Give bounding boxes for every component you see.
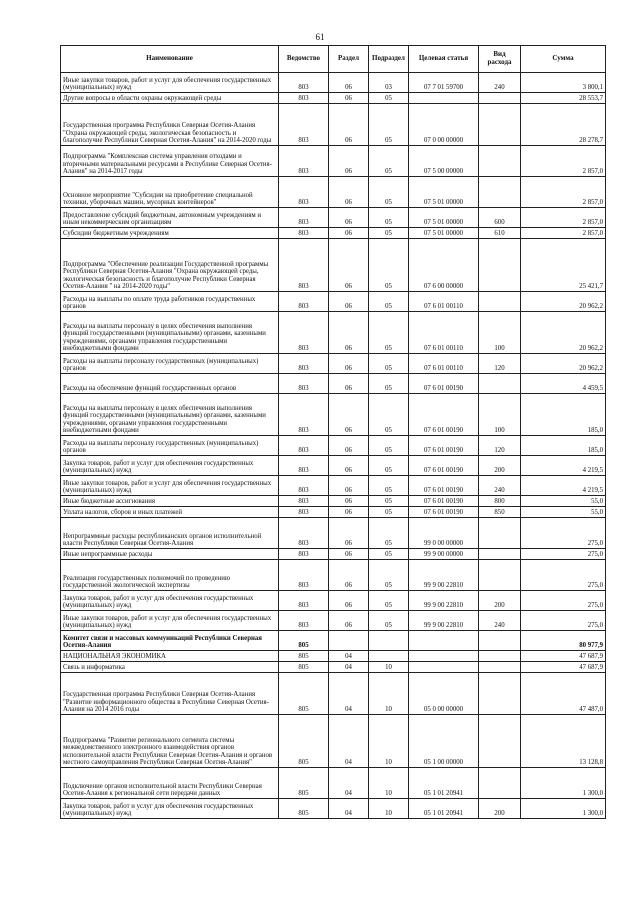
row-target: 07 6 01 00190 (409, 436, 479, 456)
row-ved: 803 (279, 374, 329, 394)
row-razdel: 06 (329, 146, 369, 177)
row-target: 05 1 01 20941 (409, 799, 479, 819)
row-ved: 803 (279, 104, 329, 146)
row-podrazdel: 05 (369, 354, 409, 374)
row-razdel: 06 (329, 228, 369, 239)
row-target (409, 651, 479, 662)
row-razdel: 06 (329, 73, 369, 93)
row-name: Иные непрограммные расходы (61, 549, 279, 560)
row-target: 07 6 01 00110 (409, 292, 479, 312)
row-target: 99 9 00 22810 (409, 591, 479, 611)
row-target: 99 9 00 00000 (409, 549, 479, 560)
table-row (61, 239, 606, 292)
row-sum: 28 553,7 (521, 93, 606, 104)
row-name: Иные бюджетные ассигнования (61, 496, 279, 507)
row-name: Основное мероприятие "Субсидии на приобретение специальной техники, уборочных машин, мусорных контейнеров" (61, 177, 279, 208)
row-razdel: 04 (329, 768, 369, 799)
row-podrazdel: 05 (369, 560, 409, 591)
row-vr (479, 651, 521, 662)
row-target: 99 9 00 22810 (409, 560, 479, 591)
row-vr: 200 (479, 591, 521, 611)
row-name: Подпрограмма "Обеспечение реализации Государственной программы Республики Северная Осетия-Алания "Охрана окружающей среды, экологическая безопасность и благополучие Республики Северная Осетия-Алания " на 2014-2020 годы" (61, 239, 279, 292)
row-razdel: 04 (329, 715, 369, 768)
row-sum: 3 800,1 (521, 73, 606, 93)
row-target: 99 0 00 00000 (409, 518, 479, 549)
row-name: Субсидии бюджетным учреждениям (61, 228, 279, 239)
table-row (61, 312, 606, 354)
row-sum: 275,0 (521, 591, 606, 611)
table-row (61, 507, 606, 518)
row-podrazdel: 10 (369, 673, 409, 715)
row-ved: 803 (279, 394, 329, 436)
row-razdel: 06 (329, 177, 369, 208)
row-podrazdel: 05 (369, 104, 409, 146)
row-vr: 100 (479, 394, 521, 436)
row-name: Расходы на выплаты персоналу государственных (муниципальных) органов (61, 354, 279, 374)
row-sum: 4 219,5 (521, 456, 606, 476)
table-row (61, 208, 606, 228)
row-vr: 100 (479, 312, 521, 354)
row-sum: 47 487,0 (521, 673, 606, 715)
row-podrazdel: 05 (369, 374, 409, 394)
row-ved: 803 (279, 146, 329, 177)
row-ved: 803 (279, 436, 329, 456)
table-row (61, 93, 606, 104)
row-vr (479, 292, 521, 312)
row-ved: 803 (279, 312, 329, 354)
row-sum: 4 219,5 (521, 476, 606, 496)
row-sum: 185,0 (521, 436, 606, 456)
col-header-podrazdel: Подраздел (369, 46, 409, 73)
row-sum: 25 421,7 (521, 239, 606, 292)
table-row (61, 560, 606, 591)
row-vr: 120 (479, 354, 521, 374)
row-sum: 275,0 (521, 611, 606, 631)
table-row (61, 651, 606, 662)
row-podrazdel: 05 (369, 496, 409, 507)
row-ved: 803 (279, 73, 329, 93)
row-ved: 805 (279, 673, 329, 715)
table-row (61, 394, 606, 436)
row-razdel: 06 (329, 456, 369, 476)
row-target: 07 6 01 00190 (409, 394, 479, 436)
row-sum: 2 857,0 (521, 228, 606, 239)
row-vr: 600 (479, 208, 521, 228)
row-sum: 2 857,0 (521, 177, 606, 208)
row-razdel: 06 (329, 374, 369, 394)
row-vr (479, 177, 521, 208)
row-razdel: 06 (329, 507, 369, 518)
row-ved: 803 (279, 518, 329, 549)
table-row (61, 549, 606, 560)
table-row (61, 73, 606, 93)
row-sum: 20 962,2 (521, 312, 606, 354)
row-ved: 803 (279, 560, 329, 591)
row-ved: 803 (279, 354, 329, 374)
row-podrazdel: 05 (369, 436, 409, 456)
row-razdel: 04 (329, 799, 369, 819)
table-row (61, 496, 606, 507)
row-podrazdel (369, 631, 409, 651)
row-vr (479, 673, 521, 715)
row-podrazdel: 10 (369, 799, 409, 819)
row-vr (479, 518, 521, 549)
col-header-name: Наименование (61, 46, 279, 73)
table-row (61, 662, 606, 673)
row-vr (479, 768, 521, 799)
row-razdel: 06 (329, 436, 369, 456)
row-name: Закупка товаров, работ и услуг для обеспечения государственных (муниципальных) нужд (61, 456, 279, 476)
row-ved: 805 (279, 631, 329, 651)
row-razdel: 06 (329, 104, 369, 146)
row-name: Реализация государственных полномочий по проведению государственной экологической экспертизы (61, 560, 279, 591)
table-row (61, 518, 606, 549)
row-podrazdel: 05 (369, 591, 409, 611)
row-name: Государственная программа Республики Северная Осетия-Алания "Развитие информационного общества в Республике Северная Осетия-Алания на 2014 2016 годы (61, 673, 279, 715)
row-target: 07 5 01 00000 (409, 228, 479, 239)
row-target (409, 631, 479, 651)
row-name: Связь и информатика (61, 662, 279, 673)
row-ved: 803 (279, 456, 329, 476)
row-target: 05 0 00 00000 (409, 673, 479, 715)
row-ved: 803 (279, 239, 329, 292)
row-sum: 275,0 (521, 560, 606, 591)
row-podrazdel: 05 (369, 507, 409, 518)
row-target: 07 6 01 00190 (409, 507, 479, 518)
row-podrazdel: 05 (369, 208, 409, 228)
page-number: 61 (315, 32, 325, 42)
row-sum: 13 128,8 (521, 715, 606, 768)
col-header-vr: Вид расхода (479, 46, 521, 73)
row-target: 07 7 01 59700 (409, 73, 479, 93)
row-vr: 240 (479, 73, 521, 93)
row-name: Расходы на выплаты по оплате труда работников государственных органов (61, 292, 279, 312)
row-podrazdel: 05 (369, 177, 409, 208)
row-podrazdel: 10 (369, 662, 409, 673)
row-sum: 55,0 (521, 496, 606, 507)
row-target: 07 6 01 00190 (409, 496, 479, 507)
row-podrazdel: 05 (369, 518, 409, 549)
table-row (61, 673, 606, 715)
row-podrazdel (369, 651, 409, 662)
row-razdel: 06 (329, 312, 369, 354)
row-podrazdel: 05 (369, 549, 409, 560)
row-ved: 803 (279, 292, 329, 312)
row-name: Уплата налогов, сборов и иных платежей (61, 507, 279, 518)
table-row (61, 715, 606, 768)
table-row (61, 768, 606, 799)
row-vr (479, 239, 521, 292)
table-row (61, 354, 606, 374)
row-vr: 610 (479, 228, 521, 239)
row-razdel: 06 (329, 518, 369, 549)
row-vr (479, 560, 521, 591)
row-podrazdel: 05 (369, 239, 409, 292)
row-razdel: 06 (329, 591, 369, 611)
row-target: 07 6 00 00000 (409, 239, 479, 292)
row-target: 07 6 01 00190 (409, 374, 479, 394)
row-name: Государственная программа Республики Северная Осетия-Алания "Охрана окружающей среды, экологическая безопасность и благополучие Республики Северная Осетия-Алания" на 2014-2020 годы (61, 104, 279, 146)
row-podrazdel: 05 (369, 394, 409, 436)
row-target: 07 6 01 00110 (409, 354, 479, 374)
row-target: 07 0 00 00000 (409, 104, 479, 146)
col-header-sum: Сумма (521, 46, 606, 73)
row-ved: 805 (279, 715, 329, 768)
row-sum: 275,0 (521, 518, 606, 549)
row-vr (479, 104, 521, 146)
row-razdel: 06 (329, 611, 369, 631)
row-sum: 47 687,9 (521, 651, 606, 662)
row-name: Расходы на выплаты персоналу государственных (муниципальных) органов (61, 436, 279, 456)
row-name: Непрограммные расходы республиканских органов исполнительной власти Республики Северная Осетия-Алания (61, 518, 279, 549)
row-ved: 803 (279, 177, 329, 208)
row-razdel: 06 (329, 93, 369, 104)
row-podrazdel: 05 (369, 228, 409, 239)
row-target: 07 6 01 00190 (409, 476, 479, 496)
row-podrazdel: 10 (369, 768, 409, 799)
row-name: Предоставление субсидий бюджетным, автономным учреждениям и иным некоммерческим организациям (61, 208, 279, 228)
row-ved: 805 (279, 662, 329, 673)
row-razdel: 06 (329, 394, 369, 436)
row-sum: 55,0 (521, 507, 606, 518)
row-ved: 803 (279, 591, 329, 611)
row-ved: 803 (279, 496, 329, 507)
row-vr: 200 (479, 799, 521, 819)
table-row (61, 374, 606, 394)
row-name: Иные закупки товаров, работ и услуг для обеспечения государственных (муниципальных) нужд (61, 73, 279, 93)
table-row (61, 177, 606, 208)
row-ved: 805 (279, 651, 329, 662)
row-podrazdel: 05 (369, 146, 409, 177)
row-sum: 28 278,7 (521, 104, 606, 146)
row-razdel: 06 (329, 239, 369, 292)
row-target (409, 662, 479, 673)
row-podrazdel: 05 (369, 292, 409, 312)
table-row (61, 146, 606, 177)
row-ved: 805 (279, 768, 329, 799)
row-sum: 80 977,9 (521, 631, 606, 651)
row-podrazdel: 05 (369, 93, 409, 104)
row-ved: 803 (279, 228, 329, 239)
col-header-razdel: Раздел (329, 46, 369, 73)
table-row (61, 591, 606, 611)
row-ved: 803 (279, 93, 329, 104)
row-target: 07 5 00 00000 (409, 146, 479, 177)
row-sum: 47 687,9 (521, 662, 606, 673)
row-target: 05 1 01 20941 (409, 768, 479, 799)
row-target: 07 5 01 00000 (409, 208, 479, 228)
row-sum: 4 459,5 (521, 374, 606, 394)
row-name: Другие вопросы в области охраны окружающей среды (61, 93, 279, 104)
col-header-ved: Ведомство (279, 46, 329, 73)
row-sum: 185,0 (521, 394, 606, 436)
row-target (409, 93, 479, 104)
row-vr (479, 374, 521, 394)
row-name: Комитет связи и массовых коммуникаций Республики Северная Осетия-Алания (61, 631, 279, 651)
table-row (61, 292, 606, 312)
row-sum: 20 962,2 (521, 292, 606, 312)
row-target: 99 9 00 22810 (409, 611, 479, 631)
row-razdel: 04 (329, 651, 369, 662)
row-razdel: 06 (329, 476, 369, 496)
row-vr (479, 631, 521, 651)
row-target: 05 1 00 00000 (409, 715, 479, 768)
row-sum: 2 857,0 (521, 146, 606, 177)
row-podrazdel: 05 (369, 312, 409, 354)
table-header-row (61, 46, 606, 73)
table-row (61, 611, 606, 631)
row-target: 07 6 01 00110 (409, 312, 479, 354)
row-vr: 850 (479, 507, 521, 518)
row-vr: 800 (479, 496, 521, 507)
row-razdel: 06 (329, 496, 369, 507)
row-razdel: 06 (329, 560, 369, 591)
table-row (61, 799, 606, 819)
row-razdel: 06 (329, 292, 369, 312)
row-razdel: 06 (329, 354, 369, 374)
row-podrazdel: 05 (369, 456, 409, 476)
row-ved: 803 (279, 507, 329, 518)
row-name: Подпрограмма "Комплексная система управления отходами и вторичными материальными ресурсами в Республике Северная Осетия-Алания" на 2014-2017 годы (61, 146, 279, 177)
row-name: Подключение органов исполнительной власти Республики Северная Осетия-Алания к региональной сети передачи данных (61, 768, 279, 799)
row-sum: 1 300,0 (521, 799, 606, 819)
table-body (61, 73, 606, 819)
row-ved: 803 (279, 208, 329, 228)
row-ved: 803 (279, 611, 329, 631)
row-name: Расходы на выплаты персоналу в целях обеспечения выполнения функций государственными (муниципальными) органами, казенными учреждениями, органами управления государственными внебюджетными фондами (61, 394, 279, 436)
row-name: Закупка товаров, работ и услуг для обеспечения государственных (муниципальных) нужд (61, 799, 279, 819)
row-vr (479, 93, 521, 104)
row-name: Расходы на выплаты персоналу в целях обеспечения выполнения функций государственными (муниципальными) органами, казенными учреждениями, органами управления государственными внебюджетными фондами (61, 312, 279, 354)
row-vr: 120 (479, 436, 521, 456)
row-vr: 240 (479, 611, 521, 631)
row-vr (479, 549, 521, 560)
col-header-target: Целевая статья (409, 46, 479, 73)
table-row (61, 104, 606, 146)
row-name: Закупка товаров, работ и услуг для обеспечения государственных (муниципальных) нужд (61, 591, 279, 611)
row-vr (479, 146, 521, 177)
table-row (61, 456, 606, 476)
row-podrazdel: 05 (369, 476, 409, 496)
table-row (61, 631, 606, 651)
budget-table (60, 45, 606, 819)
row-razdel: 06 (329, 549, 369, 560)
row-podrazdel: 05 (369, 611, 409, 631)
row-podrazdel: 03 (369, 73, 409, 93)
row-razdel: 06 (329, 208, 369, 228)
row-vr: 200 (479, 456, 521, 476)
row-sum: 275,0 (521, 549, 606, 560)
row-vr: 240 (479, 476, 521, 496)
row-ved: 803 (279, 549, 329, 560)
row-name: Иные закупки товаров, работ и услуг для обеспечения государственных (муниципальных) нужд (61, 476, 279, 496)
row-name: Подпрограмма "Развитие регионального сегмента системы межведомственного электронного взаимодействия органов исполнительной власти Республики Северная Осетия-Алания и органов местного самоуправления Республики Северная Осетия-Алания" (61, 715, 279, 768)
row-podrazdel: 10 (369, 715, 409, 768)
row-name: НАЦИОНАЛЬНАЯ ЭКОНОМИКА (61, 651, 279, 662)
row-ved: 803 (279, 476, 329, 496)
row-target: 07 5 01 00000 (409, 177, 479, 208)
row-ved: 805 (279, 799, 329, 819)
row-target: 07 6 01 00190 (409, 456, 479, 476)
row-razdel (329, 631, 369, 651)
row-name: Иные закупки товаров, работ и услуг для обеспечения государственных (муниципальных) нужд (61, 611, 279, 631)
row-name: Расходы на обеспечение функций государственных органов (61, 374, 279, 394)
row-razdel: 04 (329, 662, 369, 673)
table-row (61, 476, 606, 496)
row-vr (479, 715, 521, 768)
row-sum: 1 300,0 (521, 768, 606, 799)
row-sum: 20 962,2 (521, 354, 606, 374)
table-row (61, 436, 606, 456)
row-sum: 2 857,0 (521, 208, 606, 228)
table-row (61, 228, 606, 239)
row-razdel: 04 (329, 673, 369, 715)
row-vr (479, 662, 521, 673)
